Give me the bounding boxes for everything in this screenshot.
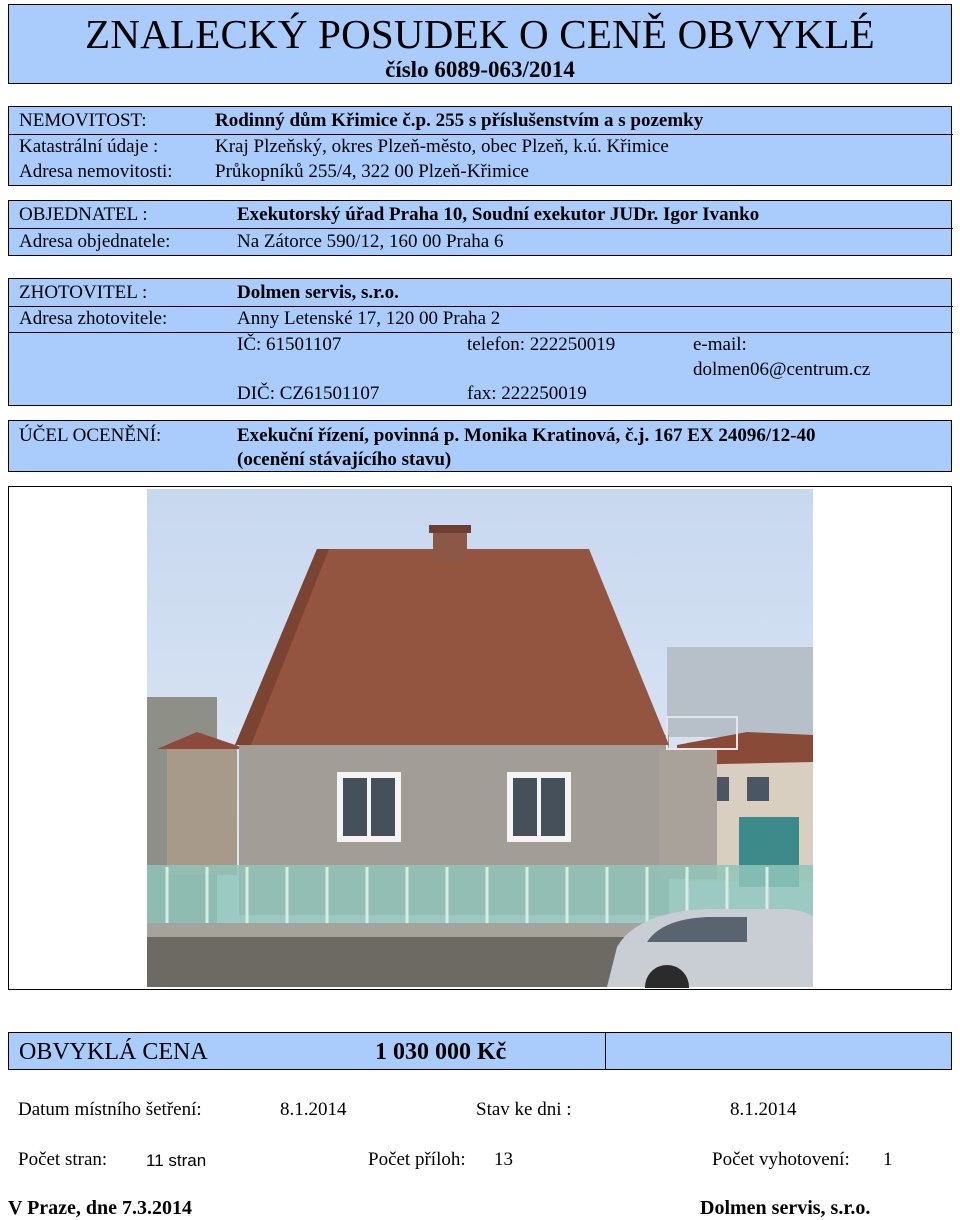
property-address-label: Adresa nemovitosti:	[19, 161, 173, 182]
property-address-value: Průkopníků 255/4, 322 00 Plzeň-Křimice	[215, 161, 529, 182]
price-box	[8, 1032, 952, 1070]
purpose-line-2: (ocenění stávajícího stavu)	[237, 449, 452, 470]
contractor-section	[8, 278, 952, 406]
contractor-bottom-rule	[8, 405, 952, 406]
document-title-box	[8, 4, 952, 84]
price-value: 1 030 000 Kč	[375, 1039, 507, 1065]
contractor-label: ZHOTOVITEL :	[19, 282, 148, 303]
orderer-value: Exekutorský úřad Praha 10, Soudní exekutor JUDr. Igor Ivanko	[237, 204, 760, 225]
purpose-section	[8, 420, 952, 472]
purpose-label: ÚČEL OCENĚNÍ:	[19, 425, 162, 446]
property-section	[8, 106, 952, 186]
attachments-value: 13	[494, 1149, 513, 1170]
contractor-left-rule	[8, 278, 9, 406]
footer-company: Dolmen servis, s.r.o.	[700, 1197, 871, 1219]
orderer-label: OBJEDNATEL :	[19, 204, 148, 225]
contractor-address-label: Adresa zhotovitele:	[19, 308, 168, 329]
property-value: Rodinný dům Křimice č.p. 255 s příslušenstvím a s pozemky	[215, 110, 704, 131]
price-divider	[605, 1033, 606, 1069]
inspection-date-value: 8.1.2014	[280, 1099, 347, 1120]
document-number: číslo 6089-063/2014	[385, 57, 575, 82]
contractor-address-row	[9, 307, 953, 333]
inspection-date-label: Datum místního šetření:	[18, 1099, 202, 1120]
price-label: OBVYKLÁ CENA	[19, 1039, 208, 1065]
contractor-value: Dolmen servis, s.r.o.	[237, 282, 399, 303]
property-row	[9, 109, 953, 135]
orderer-address-value: Na Zátorce 590/12, 160 00 Praha 6	[237, 231, 504, 252]
contractor-email-value: dolmen06@centrum.cz	[693, 359, 871, 380]
contractor-dic: DIČ: CZ61501107	[237, 383, 380, 404]
copies-label: Počet vyhotovení:	[712, 1149, 850, 1170]
pages-value: 11 stran	[146, 1151, 207, 1170]
contractor-ic: IČ: 61501107	[237, 334, 342, 355]
property-label: NEMOVITOST:	[19, 110, 147, 131]
contractor-fax: fax: 222250019	[467, 383, 587, 404]
state-date-value: 8.1.2014	[730, 1099, 797, 1120]
property-photo-frame	[8, 486, 952, 990]
contractor-address-value: Anny Letenské 17, 120 00 Praha 2	[237, 308, 501, 329]
pages-label: Počet stran:	[18, 1149, 108, 1170]
contractor-email-label: e-mail:	[693, 334, 747, 355]
orderer-address-label: Adresa objednatele:	[19, 231, 171, 252]
cadastral-value: Kraj Plzeňský, okres Plzeň-město, obec Plzeň, k.ú. Křimice	[215, 136, 669, 157]
state-date-label: Stav ke dni :	[476, 1099, 572, 1120]
orderer-section	[8, 200, 952, 256]
contractor-right-rule	[951, 278, 952, 406]
orderer-row	[9, 203, 953, 229]
property-photo	[9, 487, 950, 988]
contractor-row	[9, 281, 953, 307]
place-and-date: V Praze, dne 7.3.2014	[8, 1197, 193, 1219]
contractor-phone: telefon: 222250019	[467, 334, 616, 355]
cadastral-label: Katastrální údaje :	[19, 136, 159, 157]
attachments-label: Počet příloh:	[368, 1149, 466, 1170]
copies-value: 1	[883, 1149, 893, 1170]
purpose-line-1: Exekuční řízení, povinná p. Monika Kratinová, č.j. 167 EX 24096/12-40	[237, 425, 816, 446]
document-title: ZNALECKÝ POSUDEK O CENĚ OBVYKLÉ	[85, 11, 875, 57]
